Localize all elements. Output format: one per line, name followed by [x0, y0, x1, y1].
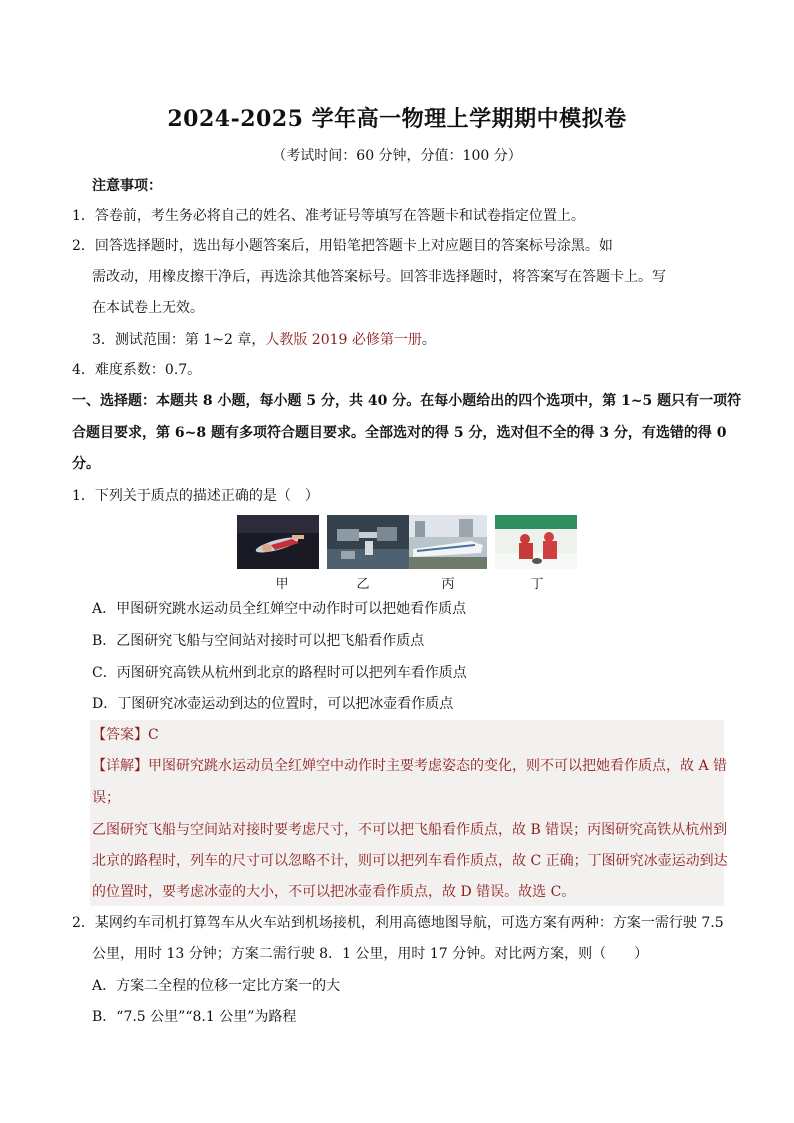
question-1-option-b: B．乙图研究飞船与空间站对接时可以把飞船看作质点 — [92, 633, 425, 649]
section1-instructions-line-2: 合题目要求，第 6~8 题有多项符合题目要求。全部选对的得 5 分，选对但不全的得 3 分，有选错的得 0 — [72, 425, 727, 441]
section1-instructions-line-3: 分。 — [72, 456, 100, 472]
figure-caption-3: 丙 — [441, 577, 455, 592]
notice-item-2-line-1: 2．回答选择题时，选出每小题答案后，用铅笔把答题卡上对应题目的答案标号涂黑。如 — [72, 238, 613, 254]
notice-item-2-line-2: 需改动，用橡皮擦干净后，再选涂其他答案标号。回答非选择题时，将答案写在答题卡上。写 — [92, 269, 666, 285]
notice-item-3-scope: 人教版 2019 必修第一册 — [265, 332, 422, 348]
figure-caption-1: 甲 — [275, 577, 289, 592]
question-1-analysis-line-4: 北京的路程时，列车的尺寸可以忽略不计，则可以把列车看作质点，故 C 正确；丁图研究冰壶运动到达 — [92, 853, 728, 869]
question-2-stem-line-1: 2．某网约车司机打算驾车从火车站到机场接机，利用高德地图导航，可选方案有两种：方案一需行驶 7.5 — [72, 915, 724, 931]
question-1-analysis-line-2: 误； — [92, 790, 120, 806]
notice-item-2-line-3: 在本试卷上无效。 — [92, 300, 204, 316]
question-2-option-a: A．方案二全程的位移一定比方案一的大 — [92, 978, 341, 994]
question-1-analysis-line-3: 乙图研究飞船与空间站对接时要考虑尺寸，不可以把飞船看作质点，故 B 错误；丙图研究高铁从杭州到 — [92, 822, 728, 838]
question-1-analysis-line-5: 的位置时，要考虑冰壶的大小，不可以把冰壶看作质点，故 D 错误。故选 C。 — [92, 884, 576, 900]
exam-info: （考试时间：60 分钟，分值：100 分） — [272, 148, 522, 164]
question-2-stem-line-2: 公里，用时 13 分钟；方案二需行驶 8．1 公里，用时 17 分钟。对比两方案，则（ ） — [92, 946, 649, 962]
question-1-answer: 【答案】C — [92, 727, 159, 743]
high-speed-train-photo — [409, 515, 491, 569]
figure-caption-4: 丁 — [530, 577, 544, 592]
figure-caption-2: 乙 — [356, 577, 370, 592]
notice-heading: 注意事项： — [92, 178, 162, 194]
question-1-option-a: A．甲图研究跳水运动员全红婵空中动作时可以把她看作质点 — [92, 601, 467, 617]
diver-photo — [237, 515, 319, 569]
notice-item-1: 1．答卷前，考生务必将自己的姓名、准考证号等填写在答题卡和试卷指定位置上。 — [72, 208, 585, 224]
question-1-analysis-line-1: 【详解】甲图研究跳水运动员全红婵空中动作时主要考虑姿态的变化，则不可以把她看作质点，故 A 错 — [92, 758, 728, 774]
question-1-stem: 1．下列关于质点的描述正确的是（ ） — [72, 488, 319, 504]
page-title: 2024-2025 学年高一物理上学期期中模拟卷 — [167, 106, 627, 132]
spacecraft-photo — [327, 515, 409, 569]
question-1-option-c: C．丙图研究高铁从杭州到北京的路程时可以把列车看作质点 — [92, 665, 467, 681]
notice-item-3 — [92, 331, 436, 349]
notice-item-3-prefix: 3．测试范围：第 1~2 章， — [92, 332, 266, 348]
curling-photo — [495, 515, 577, 569]
question-2-option-b: B．“7.5 公里”“8.1 公里”为路程 — [92, 1009, 297, 1025]
question-1-option-d: D．丁图研究冰壶运动到达的位置时，可以把冰壶看作质点 — [92, 696, 454, 712]
section1-instructions-line-1: 一、选择题：本题共 8 小题，每小题 5 分，共 40 分。在每小题给出的四个选项中，第 1~5 题只有一项符 — [72, 393, 742, 409]
notice-item-3-suffix: 。 — [421, 332, 436, 348]
question-1-figures — [237, 515, 579, 571]
answer-box — [90, 720, 724, 906]
notice-item-4: 4．难度系数：0.7。 — [72, 362, 202, 378]
